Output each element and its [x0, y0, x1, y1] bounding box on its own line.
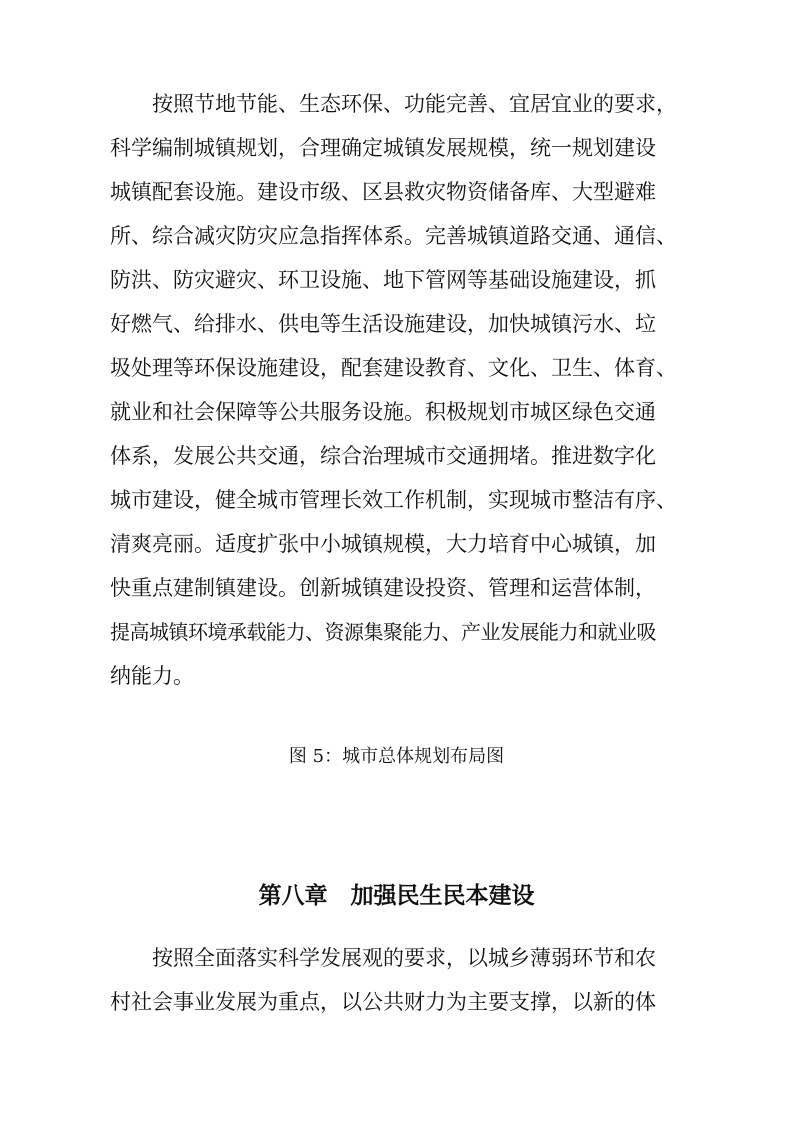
- paragraph-line: 快重点建制镇建设。创新城镇建设投资、管理和运营体制，: [110, 576, 656, 600]
- chapter-heading: 第八章 加强民生民本建设: [258, 883, 535, 909]
- paragraph-line: 圾处理等环保设施建设，配套建设教育、文化、卫生、体育、: [110, 356, 677, 380]
- paragraph-line: 提高城镇环境承载能力、资源集聚能力、产业发展能力和就业吸: [110, 620, 656, 644]
- paragraph-line: 城市建设，健全城市管理长效工作机制，实现城市整洁有序、: [110, 488, 677, 512]
- paragraph-line: 按照全面落实科学发展观的要求，以城乡薄弱环节和农: [152, 946, 656, 970]
- paragraph-line: 按照节地节能、生态环保、功能完善、宜居宜业的要求，: [152, 92, 677, 116]
- paragraph-line: 体系，发展公共交通，综合治理城市交通拥堵。推进数字化: [110, 444, 656, 468]
- paragraph-line: 就业和社会保障等公共服务设施。积极规划市城区绿色交通: [110, 400, 656, 424]
- paragraph-line: 城镇配套设施。建设市级、区县救灾物资储备库、大型避难: [110, 180, 656, 204]
- paragraph-line: 防洪、防灾避灾、环卫设施、地下管网等基础设施建设，抓: [110, 268, 656, 292]
- paragraph-line: 纳能力。: [110, 664, 194, 688]
- paragraph-line: 好燃气、给排水、供电等生活设施建设，加快城镇污水、垃: [110, 312, 656, 336]
- paragraph-line: 清爽亮丽。适度扩张中小城镇规模，大力培育中心城镇，加: [110, 532, 656, 556]
- paragraph-line: 所、综合减灾防灾应急指挥体系。完善城镇道路交通、通信、: [110, 224, 677, 248]
- paragraph-line: 科学编制城镇规划，合理确定城镇发展规模，统一规划建设: [110, 136, 656, 160]
- figure-caption: 图 5：城市总体规划布局图: [288, 746, 505, 767]
- paragraph-line: 村社会事业发展为重点，以公共财力为主要支撑，以新的体: [110, 990, 656, 1014]
